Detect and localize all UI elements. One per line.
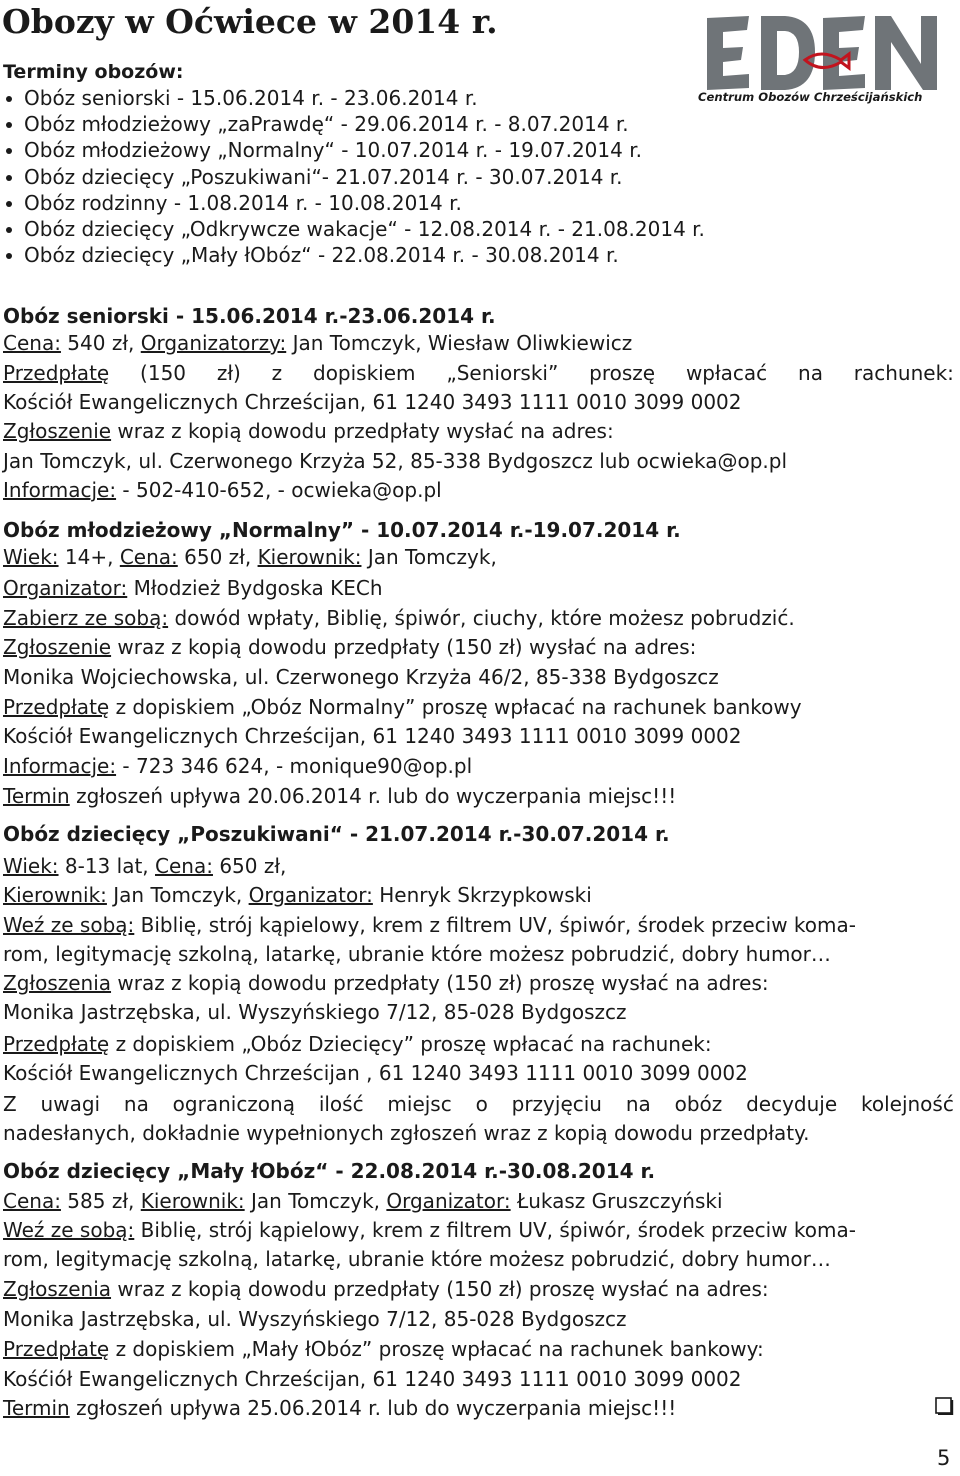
senior-payment-line: Przedpłatę (150 zł) z dopiskiem „Seniorski” proszę wpłacać na rachunek: [3,361,954,385]
senior-account-line: Kościół Ewangelicznych Chrześcijan, 61 1240 3493 1111 0010 3099 0002 [3,390,742,414]
list-item: Obóz dziecięcy „Mały łObóz“ - 22.08.2014 r. - 30.08.2014 r. [0,242,705,268]
youth-organizer-line: Organizator: Młodzież Bydgoska KECh [3,576,383,600]
kids2-signup-line: Zgłoszenia wraz z kopią dowodu przedpłaty (150 zł) proszę wysłać na adres: [3,1277,769,1301]
kids1-note-line: Z uwagi na ograniczoną ilość miejsc o przyjęciu na obóz decyduje kolejność [3,1092,954,1116]
kids2-bring-line-2: rom, legitymację szkolną, latarkę, ubranie które możesz pobrudzić, dobry humor… [3,1247,831,1271]
senior-info-line: Informacje: - 502-410-652, - ocwieka@op.pl [3,478,442,502]
page-number: 5 [937,1446,951,1470]
kids1-bring-line-2: rom, legitymację szkolną, latarkę, ubranie które możesz pobrudzić, dobry humor… [3,942,831,966]
list-item: Obóz młodzieżowy „zaPrawdę“ - 29.06.2014 r. - 8.07.2014 r. [0,111,705,137]
youth-heading: Obóz młodzieżowy „Normalny” - 10.07.2014 r.-19.07.2014 r. [3,518,681,542]
youth-payment-line: Przedpłatę z dopiskiem „Obóz Normalny” proszę wpłacać na rachunek bankowy [3,695,802,719]
youth-info-line: Informacje: - 723 346 624, - monique90@op.pl [3,754,473,778]
senior-address-line: Jan Tomczyk, ul. Czerwonego Krzyża 52, 85-338 Bydgoszcz lub ocwieka@op.pl [3,449,788,473]
list-item: Obóz seniorski - 15.06.2014 r. - 23.06.2014 r. [0,85,705,111]
youth-address-line: Monika Wojciechowska, ul. Czerwonego Krzyża 46/2, 85-338 Bydgoszcz [3,665,719,689]
kids1-address-line: Monika Jastrzębska, ul. Wyszyńskiego 7/12, 85-028 Bydgoszcz [3,1000,627,1024]
list-item: Obóz rodzinny - 1.08.2014 r. - 10.08.2014 r. [0,190,705,216]
logo-subtitle: Centrum Obozów Chrześcijańskich [698,90,923,104]
kids2-deadline-line: Termin zgłoszeń upływa 25.06.2014 r. lub do wyczerpania miejsc!!! [3,1396,677,1420]
checkbox-icon [935,1395,955,1415]
kids1-payment-line: Przedpłatę z dopiskiem „Obóz Dziecięcy” proszę wpłacać na rachunek: [3,1032,712,1056]
senior-heading: Obóz seniorski - 15.06.2014 r.-23.06.2014 r. [3,304,496,328]
kids2-payment-line: Przedpłatę z dopiskiem „Mały łObóz” proszę wpłacać na rachunek bankowy: [3,1337,764,1361]
schedule-heading: Terminy obozów: [3,61,184,83]
kids1-price-line: Wiek: 8-13 lat, Cena: 650 zł, [3,854,287,878]
page-title: Obozy w Oćwiece w 2014 r. [2,2,498,41]
kids1-account-line: Kościół Ewangelicznych Chrześcijan , 61 1240 3493 1111 0010 3099 0002 [3,1061,748,1085]
kids1-bring-line: Weź ze sobą: Biblię, strój kąpielowy, krem z filtrem UV, śpiwór, środek przeciw koma- [3,913,856,937]
kids1-heading: Obóz dziecięcy „Poszukiwani“ - 21.07.2014 r.-30.07.2014 r. [3,822,670,846]
kids2-account-line: Kośćiół Ewangelicznych Chrześcijan, 61 1240 3493 1111 0010 3099 0002 [3,1367,742,1391]
schedule-list [0,85,705,268]
list-item: Obóz dziecięcy „Odkrywcze wakacje“ - 12.08.2014 r. - 21.08.2014 r. [0,216,705,242]
kids1-note-line-2: nadesłanych, dokładnie wypełnionych zgłoszeń wraz z kopią dowodu przedpłaty. [3,1121,810,1145]
eden-logo [693,4,949,104]
senior-price-line: Cena: 540 zł, Organizatorzy: Jan Tomczyk, Wiesław Oliwkiewicz [3,331,633,355]
youth-account-line: Kościół Ewangelicznych Chrześcijan, 61 1240 3493 1111 0010 3099 0002 [3,724,742,748]
kids2-heading: Obóz dziecięcy „Mały łObóz“ - 22.08.2014 r.-30.08.2014 r. [3,1159,656,1183]
senior-signup-line: Zgłoszenie wraz z kopią dowodu przedpłaty wysłać na adres: [3,419,614,443]
youth-signup-line: Zgłoszenie wraz z kopią dowodu przedpłaty (150 zł) wysłać na adres: [3,635,697,659]
kids2-address-line: Monika Jastrzębska, ul. Wyszyńskiego 7/12, 85-028 Bydgoszcz [3,1307,627,1331]
youth-price-line: Wiek: 14+, Cena: 650 zł, Kierownik: Jan Tomczyk, [3,545,497,569]
list-item: Obóz młodzieżowy „Normalny“ - 10.07.2014 r. - 19.07.2014 r. [0,137,705,163]
kids2-bring-line: Weź ze sobą: Biblię, strój kąpielowy, krem z filtrem UV, śpiwór, środek przeciw koma- [3,1218,856,1242]
kids2-price-line: Cena: 585 zł, Kierownik: Jan Tomczyk, Organizator: Łukasz Gruszczyński [3,1189,723,1213]
kids1-signup-line: Zgłoszenia wraz z kopią dowodu przedpłaty (150 zł) proszę wysłać na adres: [3,971,769,995]
youth-bring-line: Zabierz ze sobą: dowód wpłaty, Biblię, śpiwór, ciuchy, które możesz pobrudzić. [3,606,795,630]
kids1-leader-line: Kierownik: Jan Tomczyk, Organizator: Henryk Skrzypkowski [3,883,592,907]
list-item: Obóz dziecięcy „Poszukiwani“- 21.07.2014 r. - 30.07.2014 r. [0,164,705,190]
youth-deadline-line: Termin zgłoszeń upływa 20.06.2014 r. lub do wyczerpania miejsc!!! [3,784,677,808]
